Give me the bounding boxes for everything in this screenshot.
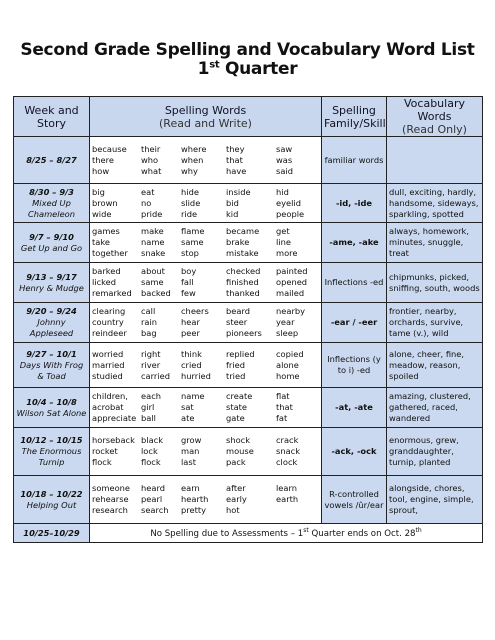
table-row <box>14 476 483 524</box>
spelling-word: ride <box>181 208 198 219</box>
spelling-word: tried <box>226 370 246 381</box>
week-cell <box>14 184 90 223</box>
spelling-word: girl <box>141 402 155 412</box>
spelling-word: mouse <box>226 446 254 456</box>
spelling-word: fall <box>181 277 194 287</box>
spelling-word: clock <box>276 457 298 467</box>
spelling-word: earn <box>181 483 200 493</box>
spelling-word: each <box>141 391 162 401</box>
week-story: Helping Out <box>26 499 77 510</box>
spelling-word: horseback <box>92 435 135 445</box>
week-story: Johnny Appleseed <box>29 317 74 338</box>
spelling-word: checked <box>226 266 261 276</box>
spelling-word: black <box>141 435 164 445</box>
spelling-word: hearth <box>181 494 209 504</box>
family-cell: R-controlled vowels /ûr/ear <box>322 476 387 524</box>
spelling-word: their <box>141 143 161 154</box>
spelling-word: bid <box>226 197 239 208</box>
spelling-word <box>276 505 316 516</box>
week-story: The Enormous Turnip <box>21 446 82 467</box>
spelling-word: remarked <box>92 288 132 298</box>
note-sup1: st <box>303 527 309 535</box>
spelling-word: ate <box>181 413 195 423</box>
spelling-word: name <box>181 391 205 401</box>
spelling-word: learn <box>276 483 298 493</box>
table-row <box>14 303 483 343</box>
spelling-word: sleep <box>276 328 299 338</box>
spelling-word: barked <box>92 266 121 276</box>
week-cell <box>14 428 90 476</box>
spelling-word: there <box>92 154 114 165</box>
spelling-word: pretty <box>181 505 207 515</box>
week-cell <box>14 137 90 184</box>
spelling-word: gate <box>226 413 245 423</box>
spelling-word: flat <box>276 391 290 401</box>
week-cell <box>14 524 90 543</box>
spelling-word: take <box>92 237 110 247</box>
spelling-word: that <box>276 402 293 412</box>
spelling-word: line <box>276 237 291 247</box>
spelling-word: was <box>276 154 293 165</box>
spelling-word: search <box>141 505 169 515</box>
spelling-word: cheers <box>181 306 209 316</box>
week-cell <box>14 303 90 343</box>
spelling-word: same <box>181 237 204 247</box>
spelling-word: clearing <box>92 306 126 316</box>
spelling-word: acrobat <box>92 402 124 412</box>
spelling-word: earth <box>276 494 299 504</box>
spelling-word: few <box>181 288 196 298</box>
week-date: 9/20 – 9/24 <box>26 306 77 316</box>
spelling-word: what <box>141 165 162 176</box>
spelling-word: country <box>92 317 124 327</box>
spelling-word: mistake <box>226 248 259 258</box>
spelling-word: became <box>226 226 260 236</box>
table-row <box>14 263 483 303</box>
week-story: Mixed Up Chameleon <box>27 197 76 219</box>
spelling-word: appreciate <box>92 413 137 423</box>
family-cell: familiar words <box>322 137 387 184</box>
spelling-word: games <box>92 226 120 236</box>
family-cell: -ack, -ock <box>322 428 387 476</box>
family-cell: Inflections -ed <box>322 263 387 303</box>
spelling-word: hear <box>181 317 200 327</box>
spelling-word: wide <box>92 208 112 219</box>
week-date: 10/25–10/29 <box>23 527 80 538</box>
spelling-word: who <box>141 154 159 165</box>
spelling-word: man <box>181 446 200 456</box>
spelling-word: snack <box>276 446 301 456</box>
spelling-word: early <box>226 494 247 504</box>
week-date: 8/30 – 9/3 <box>29 186 74 197</box>
spelling-word: reindeer <box>92 328 127 338</box>
spelling-word: hid <box>276 186 289 197</box>
vocab-cell: frontier, nearby, orchards, survive, tame (v.), wild <box>387 303 483 343</box>
note-sup2: th <box>415 527 422 535</box>
table-row <box>14 137 483 184</box>
spelling-word: slide <box>181 197 201 208</box>
spelling-word: kid <box>226 208 239 219</box>
spelling-word: said <box>276 165 293 176</box>
week-date: 10/4 – 10/8 <box>26 396 77 407</box>
spelling-word: have <box>226 165 247 176</box>
vocab-cell: chipmunks, picked, sniffing, south, woods <box>387 263 483 303</box>
table-row-last <box>14 524 483 543</box>
spelling-words-cell <box>90 137 322 184</box>
spelling-word: peer <box>181 328 200 338</box>
vocab-cell <box>387 137 483 184</box>
spelling-word: pride <box>141 208 163 219</box>
assessment-note <box>90 524 483 543</box>
week-date: 9/7 – 9/10 <box>29 231 74 242</box>
spelling-word: call <box>141 306 156 316</box>
table-row <box>14 343 483 388</box>
week-cell <box>14 476 90 524</box>
spelling-word: cried <box>181 359 202 370</box>
spelling-word: licked <box>92 277 117 287</box>
header-family: Spelling Family/Skill <box>322 97 387 137</box>
spelling-word: brake <box>226 237 250 247</box>
spelling-word: worried <box>92 348 124 359</box>
spelling-word: lock <box>141 446 158 456</box>
week-cell <box>14 343 90 388</box>
header-week: Week and Story <box>14 97 90 137</box>
spelling-word: think <box>181 348 202 359</box>
week-cell <box>14 388 90 428</box>
spelling-words-cell <box>90 223 322 263</box>
spelling-word: studied <box>92 370 123 381</box>
spelling-word: rocket <box>92 446 118 456</box>
family-cell: -ear / -eer <box>322 303 387 343</box>
spelling-word: stop <box>181 248 199 258</box>
spelling-word: backed <box>141 288 171 298</box>
spelling-word: big <box>92 186 105 197</box>
spelling-word: pearl <box>141 494 163 504</box>
spelling-word: make <box>141 226 164 236</box>
spelling-word: name <box>141 237 165 247</box>
spelling-words-cell <box>90 428 322 476</box>
week-date: 9/27 – 10/1 <box>26 348 77 359</box>
vocab-cell: amazing, clustered, gathered, raced, wandered <box>387 388 483 428</box>
quarter-number: 1 <box>197 59 210 79</box>
week-date: 10/12 – 10/15 <box>20 435 83 445</box>
week-story: Get Up and Go <box>20 242 83 253</box>
spelling-word: replied <box>226 348 255 359</box>
spelling-word: same <box>141 277 164 287</box>
spelling-word: where <box>181 143 207 154</box>
note-part1: No Spelling due to Assessments – 1 <box>150 528 304 539</box>
spelling-word: hurried <box>181 370 211 381</box>
spelling-words-cell <box>90 388 322 428</box>
table-row <box>14 388 483 428</box>
spelling-word: carried <box>141 370 170 381</box>
page-title: Second Grade Spelling and Vocabulary Word List <box>20 40 475 60</box>
spelling-word: fried <box>226 359 246 370</box>
spelling-word: home <box>276 370 300 381</box>
spelling-word: they <box>226 143 245 154</box>
spelling-word: flame <box>181 226 205 236</box>
header-vocab <box>387 97 483 137</box>
spelling-word: right <box>141 348 161 359</box>
spelling-word: research <box>92 505 128 515</box>
note-part2: Quarter ends on Oct. 28 <box>308 528 416 539</box>
spelling-word: eyelid <box>276 197 301 208</box>
header-vocab-title: Vocabulary Words <box>404 97 465 123</box>
spelling-word: mailed <box>276 288 305 298</box>
spelling-word: hot <box>226 505 240 515</box>
spelling-word: rain <box>141 317 158 327</box>
spelling-word: about <box>141 266 165 276</box>
spelling-word: create <box>226 391 253 401</box>
spelling-word: steer <box>226 317 248 327</box>
spelling-word: copied <box>276 348 304 359</box>
spelling-word: flock <box>141 457 161 467</box>
spelling-word: brown <box>92 197 118 208</box>
header-spelling-title: Spelling Words <box>164 103 247 117</box>
spelling-word: get <box>276 226 290 236</box>
spelling-word: sat <box>181 402 194 412</box>
spelling-word: shock <box>226 435 251 445</box>
header-spelling <box>90 97 322 137</box>
spelling-word: married <box>92 359 125 370</box>
spelling-word: fat <box>276 413 288 423</box>
spelling-words-cell <box>90 184 322 223</box>
header-spelling-sub: (Read and Write) <box>159 116 252 130</box>
spelling-word: beard <box>226 306 250 316</box>
table-row <box>14 184 483 223</box>
spelling-word: heard <box>141 483 165 493</box>
spelling-word: how <box>92 165 110 176</box>
page-subtitle <box>0 59 495 79</box>
week-story: Wilson Sat Alone <box>16 407 87 418</box>
spelling-word: last <box>181 457 196 467</box>
quarter-label: Quarter <box>219 59 298 79</box>
spelling-word: river <box>141 359 161 370</box>
spelling-words-cell <box>90 263 322 303</box>
spelling-word: pioneers <box>226 328 262 338</box>
table-row <box>14 223 483 263</box>
vocab-cell: enormous, grew, granddaughter, turnip, planted <box>387 428 483 476</box>
week-cell <box>14 263 90 303</box>
spelling-word: when <box>181 154 204 165</box>
spelling-word: state <box>226 402 248 412</box>
spelling-word: rehearse <box>92 494 129 504</box>
spelling-word: opened <box>276 277 308 287</box>
vocab-cell: dull, exciting, hardly, handsome, sideways, sparkling, spotted <box>387 184 483 223</box>
table-body <box>14 137 483 543</box>
spelling-word: no <box>141 197 152 208</box>
header-vocab-sub: (Read Only) <box>402 123 467 136</box>
week-story: Henry & Mudge <box>19 282 84 293</box>
week-date: 9/13 – 9/17 <box>26 271 77 282</box>
word-list-table <box>13 96 483 543</box>
spelling-word: together <box>92 248 128 258</box>
spelling-word: children, <box>92 391 128 401</box>
week-date: 8/25 – 8/27 <box>26 154 77 165</box>
vocab-cell: alone, cheer, fine, meadow, reason, spoiled <box>387 343 483 388</box>
spelling-words-cell <box>90 476 322 524</box>
spelling-word: finished <box>226 277 259 287</box>
spelling-word: year <box>276 317 295 327</box>
family-cell: Inflections (y to i) -ed <box>322 343 387 388</box>
spelling-word: bag <box>141 328 157 338</box>
spelling-word: pack <box>226 457 246 467</box>
spelling-word: that <box>226 154 243 165</box>
week-story: Days With Frog & Toad <box>19 359 84 381</box>
spelling-words-cell <box>90 303 322 343</box>
quarter-ordinal: st <box>209 59 220 71</box>
vocab-cell: alongside, chores, tool, engine, simple, sprout, <box>387 476 483 524</box>
week-date: 10/18 – 10/22 <box>20 488 83 499</box>
header-row <box>14 97 483 137</box>
spelling-word: crack <box>276 435 299 445</box>
spelling-word: more <box>276 248 298 258</box>
spelling-word: grow <box>181 435 202 445</box>
spelling-word: boy <box>181 266 197 276</box>
spelling-word: inside <box>226 186 251 197</box>
family-cell: -ame, -ake <box>322 223 387 263</box>
spelling-word: painted <box>276 266 308 276</box>
spelling-word: because <box>92 143 127 154</box>
spelling-word: eat <box>141 186 155 197</box>
spelling-word: hide <box>181 186 199 197</box>
spelling-word: after <box>226 483 246 493</box>
spelling-word: alone <box>276 359 299 370</box>
spelling-word: people <box>276 208 305 219</box>
spelling-word: nearby <box>276 306 306 316</box>
family-cell: -id, -ide <box>322 184 387 223</box>
table-row <box>14 428 483 476</box>
spelling-word: saw <box>276 143 293 154</box>
week-cell <box>14 223 90 263</box>
vocab-cell: always, homework, minutes, snuggle, treat <box>387 223 483 263</box>
family-cell: -at, -ate <box>322 388 387 428</box>
spelling-word: someone <box>92 483 131 493</box>
spelling-words-cell <box>90 343 322 388</box>
spelling-word: flock <box>92 457 112 467</box>
spelling-word: snake <box>141 248 166 258</box>
spelling-word: ball <box>141 413 156 423</box>
spelling-word: thanked <box>226 288 260 298</box>
spelling-word: why <box>181 165 198 176</box>
